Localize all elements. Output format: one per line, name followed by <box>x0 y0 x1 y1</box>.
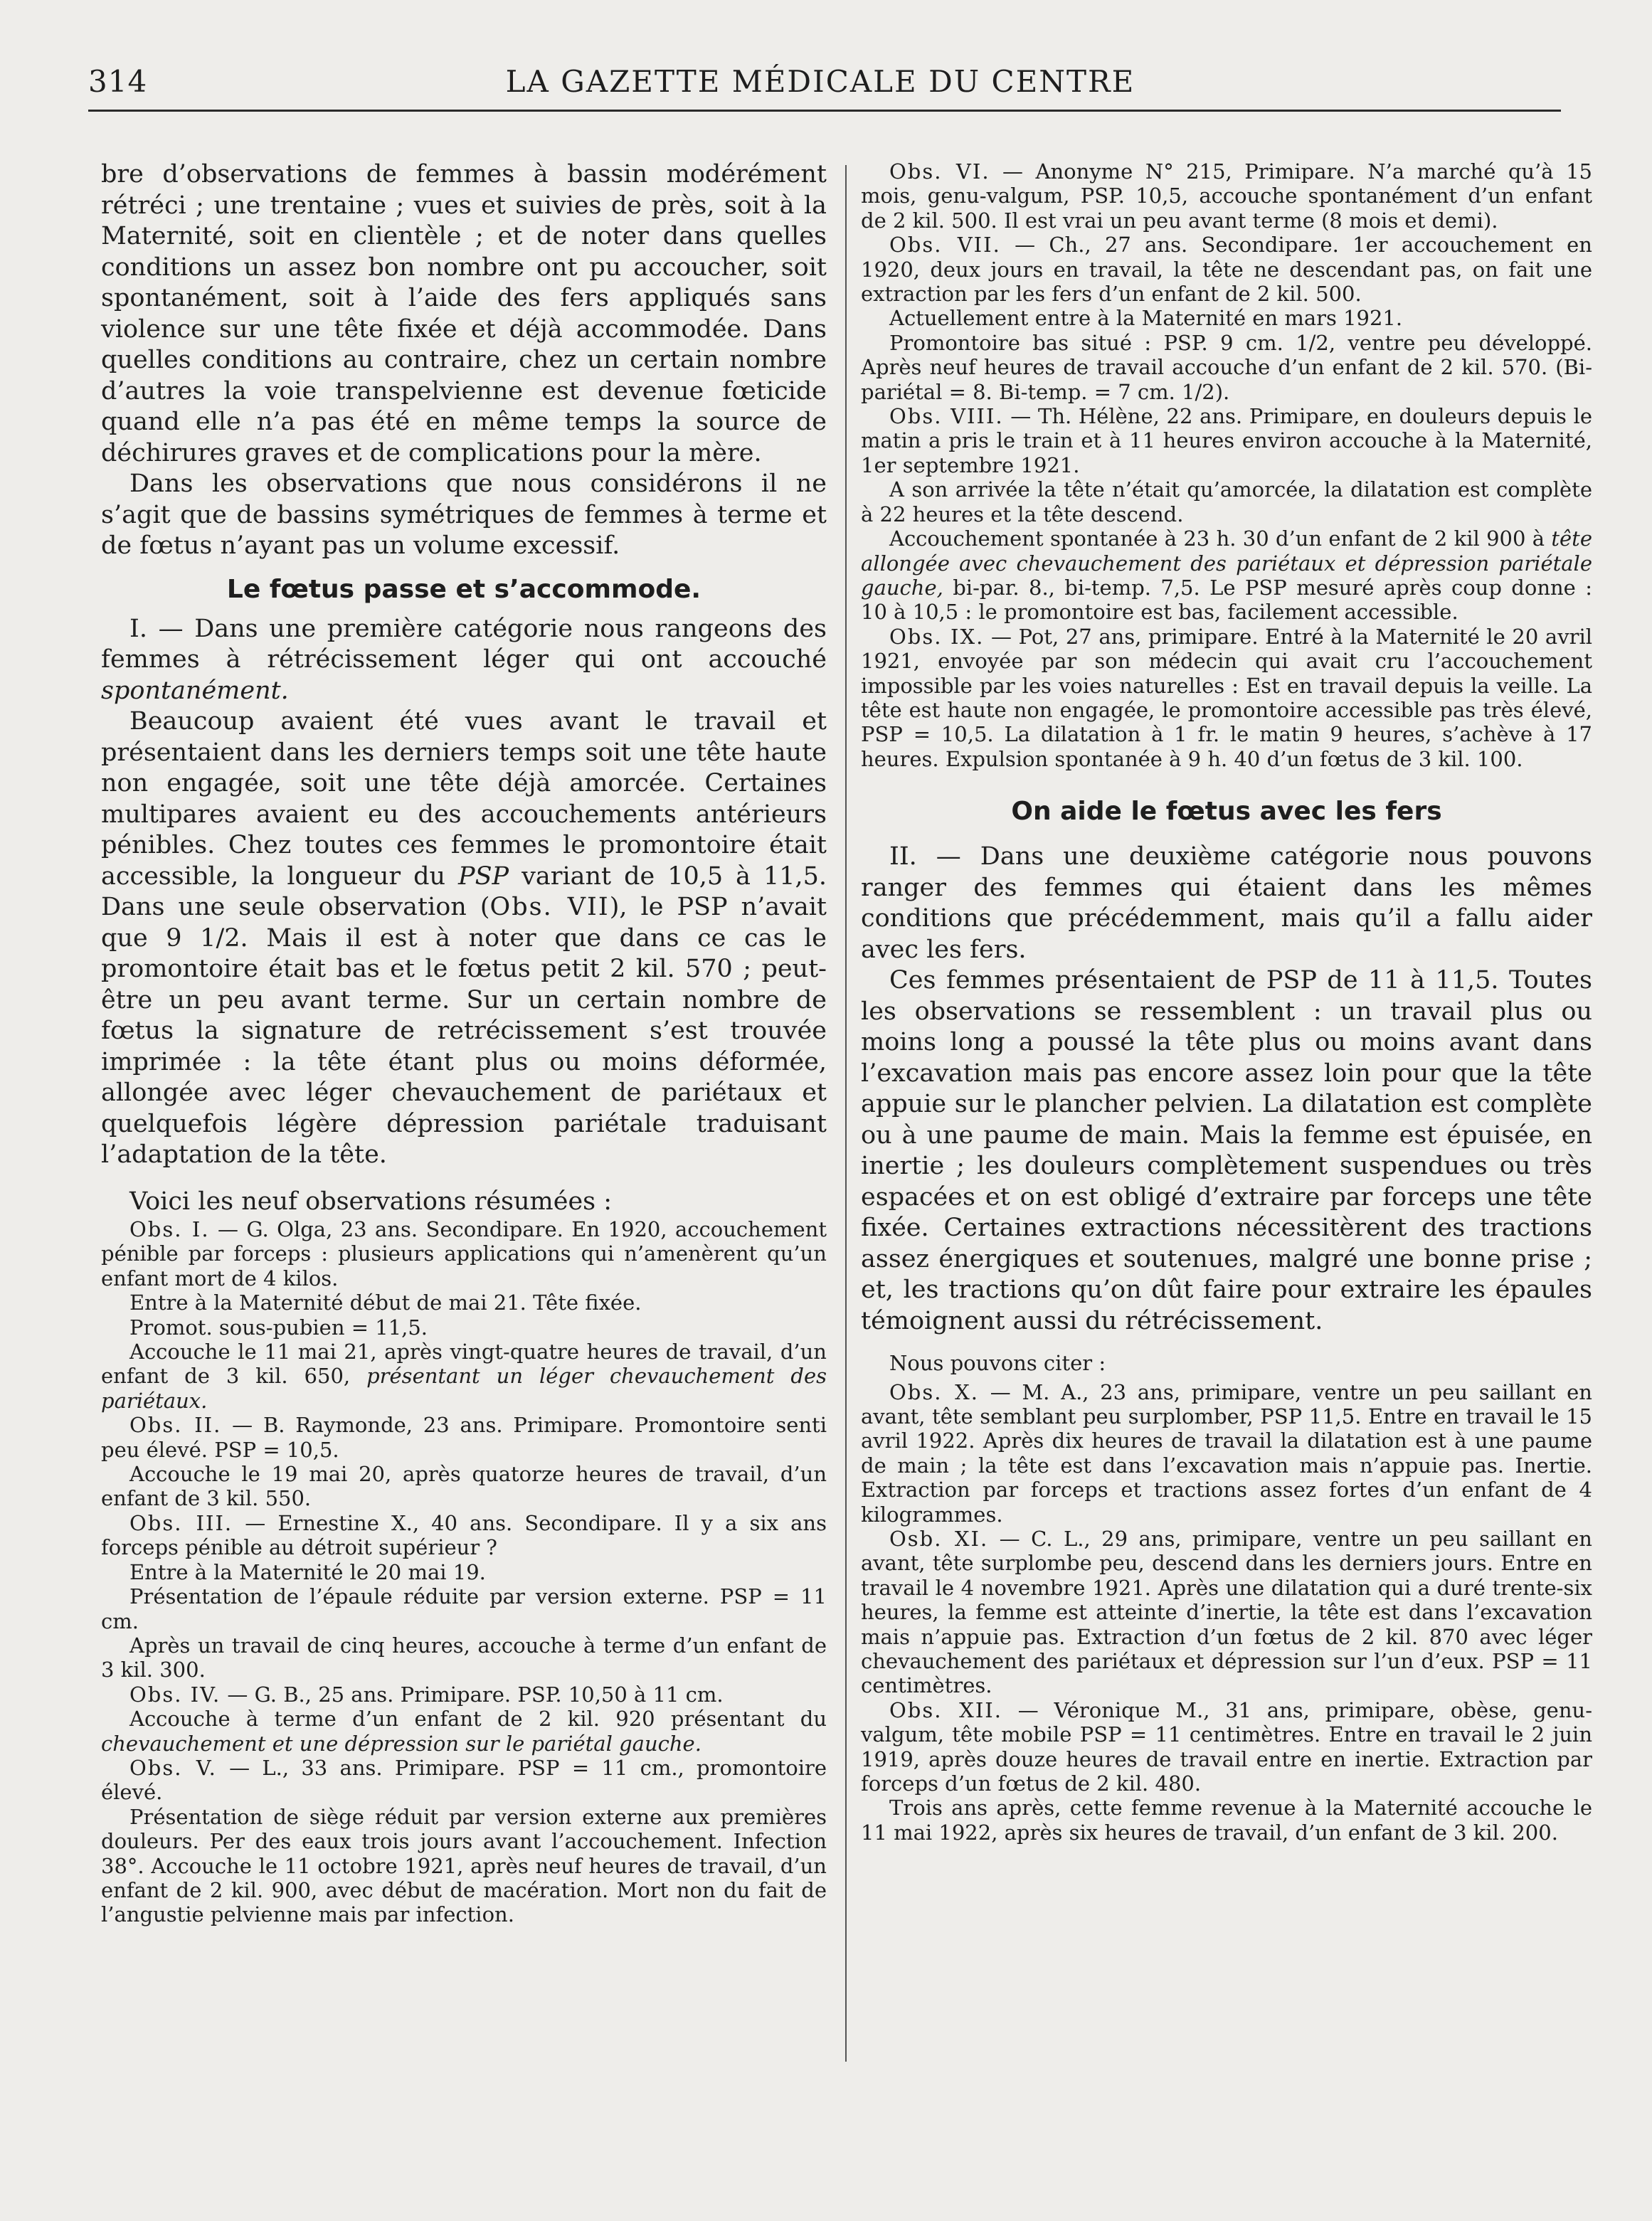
paragraph: Ces femmes présentaient de PSP de 11 à 11,5. Toutes les observations se ressemblent : un travail plus ou moins long a poussé la tête plus ou moins avant dans l’excavation mais pas encore assez loin pour que la tête appuie sur le plancher pelvien. La dilatation est complète ou à une paume de main. Mais la femme est épuisée, en inertie ; les douleurs complètement suspendues ou très espacées et on est obligé d’extraire par forceps une tête fixée. Certaines extractions nécessitèrent des tractions assez énergiques et soutenues, malgré une bonne prise ; et, les tractions qu’on dût faire pour extraire les épaules témoignent aussi du rétrécissement. <box>861 966 1592 1335</box>
text-run: — Véronique M., 31 ans, primipare, obèse, genu-valgum, tête mobile PSP = 11 centimètres. Entre en travail le 2 juin 1919, après douze heures de travail entre en inertie. Extraction par forceps d’un fœtus de 2 kil. 480. <box>861 1697 1593 1796</box>
observation <box>861 1527 1592 1698</box>
observation-line <box>101 1707 827 1756</box>
text-run: Accouche le 11 mai 21, après vingt-quatre heures de travail, d’un enfant de 3 kil. 650, <box>101 1340 827 1389</box>
text-run: — G. Olga, 23 ans. Secondipare. En 1920, accouchement pénible par forceps : plusieurs applications qui n’amenèrent qu’un enfant mort de 4 kilos. <box>101 1217 827 1290</box>
text-run: — M. A., 23 ans, primipare, ventre un peu saillant en avant, tête semblant peu surplomber, PSP 11,5. Entre en travail le 15 avril 1922. Après dix heures de travail la dilatation est à une paume de main ; la tête est dans l’excavation mais n’appuie pas. Inertie. Extraction par forceps et tractions assez fortes d’un enfant de 4 kilogrammes. <box>861 1379 1592 1527</box>
observation-line: Entre à la Maternité le 20 mai 19. <box>129 1559 486 1584</box>
obs-label: Obs. III. <box>129 1510 233 1535</box>
observation-line <box>101 1340 827 1413</box>
text-run: — Ernestine X., 40 ans. Secondipare. Il y a six ans forceps pénible au détroit supérieur ? <box>101 1510 827 1560</box>
observation <box>101 1511 827 1560</box>
text-run: Accouchement spontanée à 23 h. 30 d’un enfant de 2 kil 900 à <box>889 526 1552 551</box>
text-run: — G. B., 25 ans. Primipare. PSP. 10,50 à 11 cm. <box>221 1682 724 1707</box>
observation <box>861 404 1592 477</box>
text-run: — L., 33 ans. Primipare. PSP = 11 cm., promontoire élevé. <box>101 1755 827 1805</box>
text-run: I. — Dans une première catégorie nous rangeons des femmes à rétrécissement léger qui ont accouché <box>101 614 827 674</box>
observation-line: Actuellement entre à la Maternité en mars 1921. <box>889 306 1403 331</box>
obs-reference: Obs. VII <box>489 893 610 921</box>
text-run: Beaucoup avaient été vues avant le travail et présentaient dans les derniers temps soit une tête haute non engagée, soit une tête déjà amorcée. Certaines multipares avaient eu des accouchements antérieurs pénibles. Chez toutes ces femmes le promontoire était accessible, la longueur du <box>101 707 827 891</box>
observation-line: Entre à la Maternité début de mai 21. Tête fixée. <box>129 1290 642 1315</box>
observation-line: Après un travail de cinq heures, accouche à terme d’un enfant de 3 kil. 300. <box>101 1633 827 1682</box>
text-run: — B. Raymonde, 23 ans. Primipare. Promontoire senti peu élevé. PSP = 10,5. <box>101 1413 827 1462</box>
paragraph: bre d’observations de femmes à bassin modérément rétréci ; une trentaine ; vues et suivies de près, soit à la Maternité, soit en clientèle ; et de noter dans quelles conditions un assez bon nombre ont pu accoucher, soit spontanément, soit à l’aide des fers appliqués sans violence sur une tête fixée et déjà accommodée. Dans quelles conditions au contraire, chez un certain nombre d’autres la voie transpelvienne est devenue fœticide quand elle n’a pas été en même temps la source de déchirures graves et de complications pour la mère. <box>101 160 827 467</box>
paragraph: II. — Dans une deuxième catégorie nous pouvons ranger des femmes qui étaient dans les mêmes conditions que précédemment, mais qu’il a fallu aider avec les fers. <box>861 842 1592 964</box>
observation-line: Promontoire bas situé : PSP. 9 cm. 1/2, ventre peu développé. Après neuf heures de travail accouche d’un enfant de 2 kil. 570. (Bi-pariétal = 8. Bi-temp. = 7 cm. 1/2). <box>861 330 1592 404</box>
observation-line: Accouche le 19 mai 20, après quatorze heures de travail, d’un enfant de 3 kil. 550. <box>101 1462 827 1511</box>
italic-text: tête allongée avec chevauchement des pariétaux et dépression pariétale gauche, <box>861 526 1592 600</box>
italic-text: spontanément. <box>101 676 289 705</box>
text-run: variant de 10,5 à 11,5. Dans une seule observation ( <box>101 862 827 921</box>
text-run: Accouche à terme d’un enfant de 2 kil. 920 présentant du <box>129 1707 827 1732</box>
obs-label: Obs. II. <box>129 1413 222 1438</box>
observation-line: Présentation de siège réduit par version externe aux premières douleurs. Per des eaux trois jours avant l’accouchement. Infection 38°. Accouche le 11 octobre 1921, après neuf heures de travail, d’un enfant de 2 kil. 900, avec début de macération. Mort non du fait de l’angustie pelvienne mais par infection. <box>101 1804 827 1927</box>
obs-label: Obs. VI. <box>889 159 990 184</box>
section-heading: Le fœtus passe et s’accommode. <box>226 574 701 604</box>
citation-intro: Nous pouvons citer : <box>889 1351 1106 1376</box>
italic-text: chevauchement et une dépression sur le pariétal gauche. <box>101 1731 701 1756</box>
italic-text: présentant un léger chevauchement des pariétaux. <box>101 1364 827 1413</box>
page-header <box>88 58 1552 101</box>
observation-line: Promot. sous-pubien = 11,5. <box>129 1315 428 1340</box>
header-rule <box>88 110 1561 112</box>
observation <box>101 1413 827 1462</box>
text-run: — Pot, 27 ans, primipare. Entré à la Maternité le 20 avril 1921, envoyée par son médecin qui avait cru l’accouchement impossible par les voies naturelles : Est en travail depuis la veille. La tête est haute non engagée, le promontoire accessible pas très élevé, PSP = 10,5. La dilatation à 1 fr. le matin 9 heures, s’achève à 17 heures. Expulsion spontanée à 9 h. 40 d’un fœtus de 3 kil. 100. <box>861 624 1592 771</box>
text-run: — Ch., 27 ans. Secondipare. 1er accouchement en 1920, deux jours en travail, la tête ne descendant pas, on fait une extraction par les fers d’un enfant de 2 kil. 500. <box>861 233 1592 307</box>
column-divider <box>845 165 847 2062</box>
observation-line: Trois ans après, cette femme revenue à la Maternité accouche le 11 mai 1922, après six heures de travail, d’un enfant de 3 kil. 200. <box>861 1796 1592 1845</box>
text-run: ), le PSP n’avait que 9 1/2. Mais il est à noter que dans ce cas le promontoire était bas et le fœtus petit 2 kil. 570 ; peut-être un peu avant terme. Sur un certain nombre de fœtus la signature de retrécissement s’est trouvée imprimée : la tête étant plus ou moins déformée, allongée avec léger chevauchement de pariétaux et quelquefois légère dépression pariétale traduisant l’adaptation de la tête. <box>101 893 827 1169</box>
section-heading: On aide le fœtus avec les fers <box>1011 797 1442 827</box>
text-run: — Anonyme N° 215, Primipare. N’a marché qu’à 15 mois, genu-valgum, PSP. 10,5, accouche spontanément d’un enfant de 2 kil. 500. Il est vrai un peu avant terme (8 mois et demi). <box>861 159 1592 233</box>
italic-text: PSP <box>458 862 509 891</box>
observation <box>861 1698 1592 1796</box>
right-column <box>861 159 1592 1845</box>
paragraph: Dans les observations que nous considérons il ne s’agit que de bassins symétriques de femmes à terme et de fœtus n’ayant pas un volume excessif. <box>101 470 827 560</box>
obs-label: Obs. VIII. <box>889 404 1004 429</box>
observations-intro: Voici les neuf observations résumées : <box>129 1187 613 1216</box>
obs-label: Osb. XI. <box>889 1527 989 1551</box>
paragraph <box>101 614 827 707</box>
paragraph <box>101 706 827 1171</box>
observation <box>101 1756 827 1805</box>
obs-label: Obs. V. <box>129 1755 217 1780</box>
observation <box>101 1217 827 1290</box>
observation <box>861 159 1592 233</box>
observation <box>861 1380 1592 1527</box>
observation <box>861 625 1592 771</box>
text-run: — Th. Hélène, 22 ans. Primipare, en douleurs depuis le matin a pris le train et à 11 heures environ accouche à la Maternité, 1er septembre 1921. <box>861 404 1592 477</box>
text-run: bi-par. 8., bi-temp. 7,5. Le PSP mesuré après coup donne : 10 à 10,5 : le promontoire est bas, facilement accessible. <box>861 575 1592 625</box>
observation <box>861 233 1592 306</box>
obs-label: Obs. I. <box>129 1217 210 1241</box>
left-column <box>101 159 827 1927</box>
obs-label: Obs. VII. <box>889 233 1001 258</box>
running-title: LA GAZETTE MÉDICALE DU CENTRE <box>505 64 1135 99</box>
observation <box>101 1682 827 1707</box>
obs-label: Obs. XII. <box>889 1697 1002 1722</box>
observation-line: Présentation de l’épaule réduite par version externe. PSP = 11 cm. <box>101 1584 827 1633</box>
obs-label: Obs. IV. <box>129 1682 221 1707</box>
observation-line <box>861 526 1592 625</box>
page-number: 314 <box>88 64 148 99</box>
observation-line: A son arrivée la tête n’était qu’amorcée, la dilatation est complète à 22 heures et la tête descend. <box>861 477 1592 526</box>
obs-label: Obs. IX. <box>889 624 985 649</box>
text-run: — C. L., 29 ans, primipare, ventre un peu saillant en avant, tête surplombe peu, descend dans les derniers jours. Entre en travail le 4 novembre 1921. Après une dilatation qui a duré trente-six heures, la femme est atteinte d’inertie, la tête est dans l’excavation mais n’appuie pas. Extraction d’un fœtus de 2 kil. 870 avec léger chevauchement des pariétaux et dépression sur l’un d’eux. PSP = 11 centimètres. <box>861 1527 1592 1698</box>
obs-label: Obs. X. <box>889 1379 980 1404</box>
